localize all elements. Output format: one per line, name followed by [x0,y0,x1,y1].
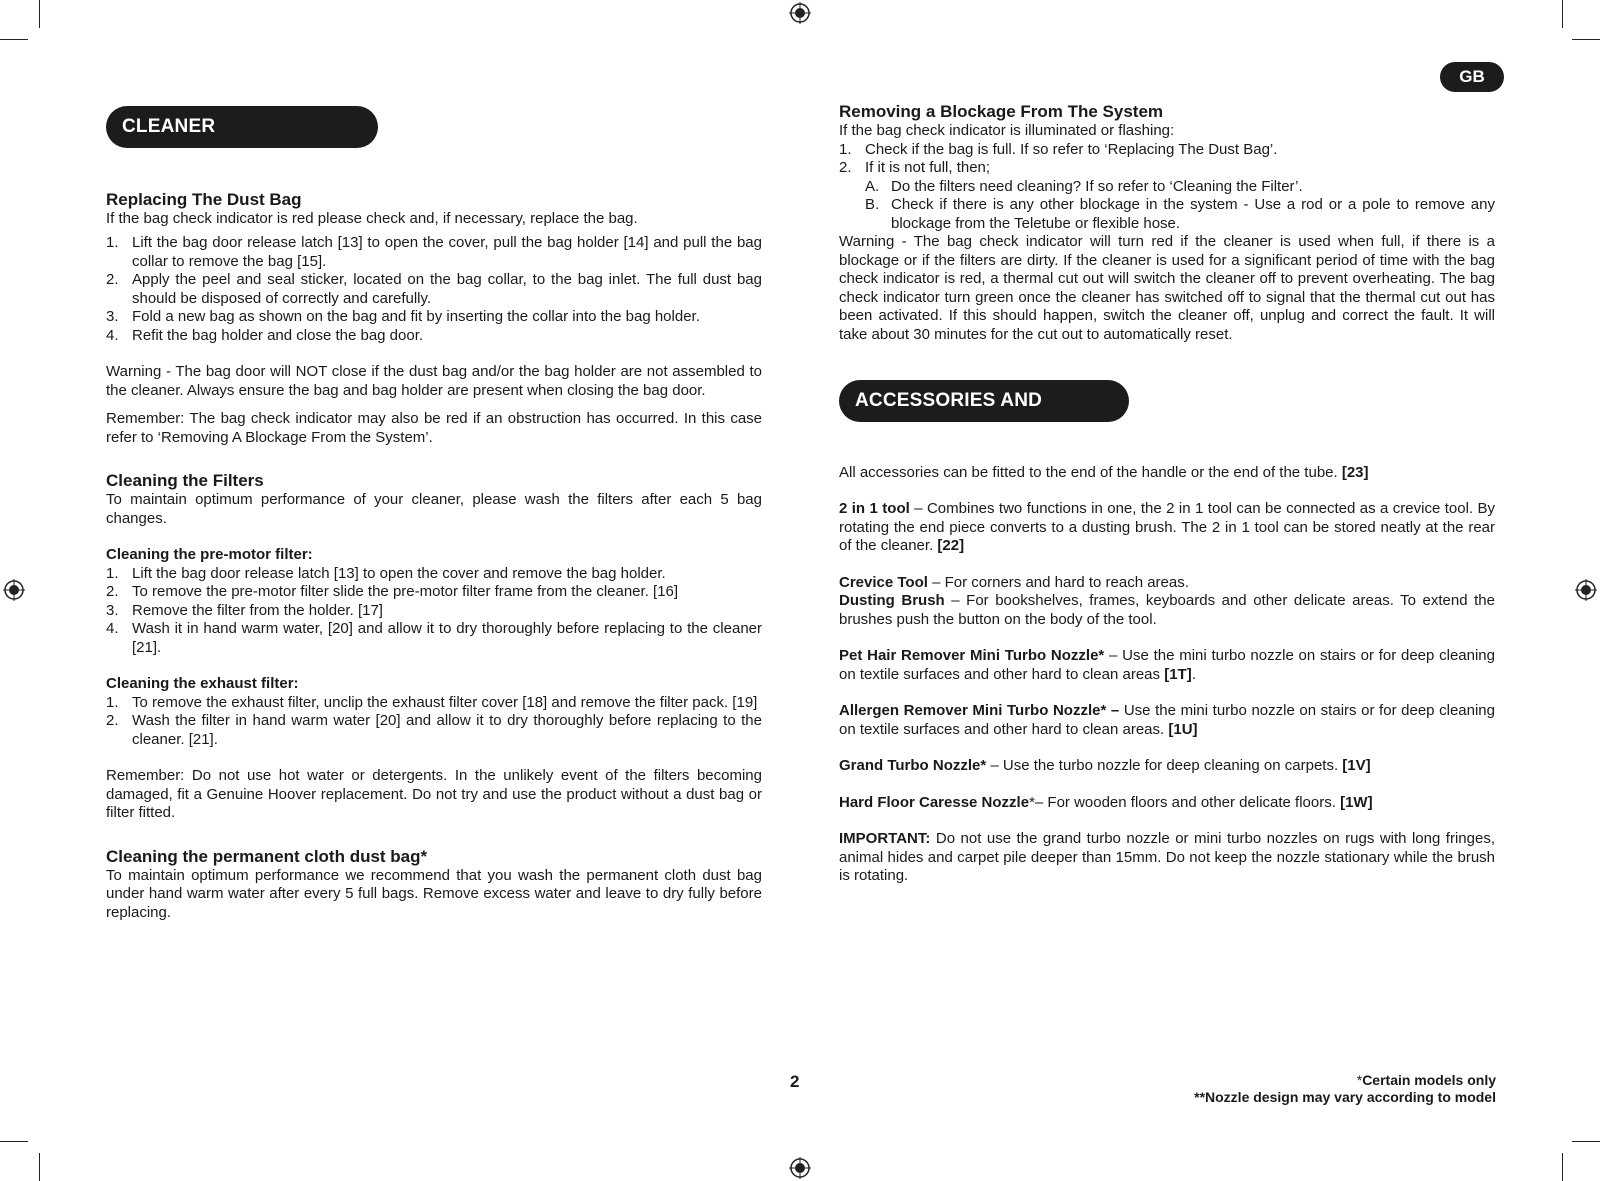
list-item: 1. Check if the bag is full. If so refer to ‘Replacing The Dust Bag’. [839,140,1278,158]
filters-intro: To maintain optimum performance of your cleaner, please wash the filters after each 5 bag changes. [106,491,762,527]
exhaust-steps [106,694,762,750]
blockage-steps [839,141,1495,178]
crop-mark [1572,1141,1600,1142]
accessory-crevice-tool: Crevice Tool – For corners and hard to reach areas. [839,573,1189,591]
accessory-dusting-brush: Dusting Brush – For bookshelves, frames, keyboards and other delicate areas. To extend the brushes push the button on the body of the tool. [839,592,1495,628]
page-number: 2 [790,1072,800,1091]
registration-mark-icon [3,579,25,601]
dust-bag-remember: Remember: The bag check indicator may also be red if an obstruction has occurred. In this case refer to ‘Removing A Blockage From the System’. [106,410,762,446]
accessory-pet-hair-nozzle: Pet Hair Remover Mini Turbo Nozzle* – Use the mini turbo nozzle on stairs or for deep cleaning on textile surfaces and other hard to clean areas [1T]. [839,647,1495,683]
blockage-warning: Warning - The bag check indicator will turn red if the cleaner is used when full, if there is a blockage or if the filters are dirty. If the cleaner is used for a significant period of time with the bag check indicator is red, a thermal cut out will switch the cleaner off to prevent overheating. The bag check indicator turn green once the cleaner has switched off to signal that the thermal cut out has been activated. If this should happen, switch the cleaner off, unplug and correct the fault. It will take about 30 minutes for the cut out to automatically reset. [839,233,1495,343]
right-column [839,102,1495,886]
accessory-2in1-tool: 2 in 1 tool – Combines two functions in one, the 2 in 1 tool can be connected as a crevice tool. By rotating the end piece converts to a dusting brush. The 2 in 1 tool can be stored neatly at the rear of the cleaner. [22] [839,500,1495,554]
list-item: A. Do the filters need cleaning? If so refer to ‘Cleaning the Filter’. [865,177,1303,195]
list-item: 3. Fold a new bag as shown on the bag and fit by inserting the collar into the bag holder. [106,308,700,325]
dust-bag-steps [106,234,762,345]
premotor-steps [106,565,762,658]
heading-removing-blockage: Removing a Blockage From The System [839,102,1164,121]
section-title-cleaner-maintenance: CLEANER MAINTENANCE [106,106,378,148]
list-item: 2. To remove the pre-motor filter slide the pre-motor filter frame from the cleaner. [16] [106,583,679,600]
list-item: 1. Lift the bag door release latch [13] to open the cover, pull the bag holder [14] and pull the bag collar to remove the bag [15]. [106,234,762,270]
left-column [106,106,762,922]
list-item: 2. If it is not full, then; [839,159,991,176]
footnote-nozzle-design: **Nozzle design may vary according to model [1194,1089,1496,1105]
accessory-hard-floor-nozzle: Hard Floor Caresse Nozzle*– For wooden floors and other delicate floors. [1W] [839,793,1373,811]
crop-mark [0,39,28,40]
dust-bag-warning: Warning - The bag door will NOT close if the dust bag and/or the bag holder are not assembled to the cleaner. Always ensure the bag and bag holder are present when closing the bag door. [106,363,762,399]
filters-remember: Remember: Do not use hot water or detergents. In the unlikely event of the filters becoming damaged, fit a Genuine Hoover replacement. Do not try and use the product without a dust bag or filter fitted. [106,767,762,821]
blockage-substeps [839,178,1495,234]
heading-replacing-dust-bag: Replacing The Dust Bag [106,189,302,209]
footnotes [1194,1072,1496,1106]
language-badge: GB [1440,62,1504,92]
heading-exhaust-filter: Cleaning the exhaust filter: [106,675,299,692]
registration-mark-icon [1575,579,1597,601]
section-title-accessories: ACCESSORIES AND NOZZLES [839,380,1129,422]
list-item: 1. To remove the exhaust filter, unclip the exhaust filter cover [18] and remove the filter pack. [19] [106,693,758,711]
list-item: 2. Apply the peel and seal sticker, located on the bag collar, to the bag inlet. The full dust bag should be disposed of correctly and carefully. [106,271,762,307]
crop-mark [39,1153,40,1181]
list-item: 3. Remove the filter from the holder. [17] [106,601,383,619]
list-item: B. Check if there is any other blockage in the system - Use a rod or a pole to remove any blockage from the Teletube or flexible hose. [865,196,1495,232]
heading-premotor-filter: Cleaning the pre-motor filter: [106,546,313,563]
registration-mark-icon [789,1157,811,1179]
accessories-intro: All accessories can be fitted to the end of the handle or the end of the tube. [23] [839,463,1369,481]
heading-cloth-dust-bag: Cleaning the permanent cloth dust bag* [106,846,428,866]
crop-mark [1572,39,1600,40]
crop-mark [0,1141,28,1142]
footnote-certain-models: *Certain models only [1356,1072,1496,1088]
crop-mark [39,0,40,28]
list-item: 2. Wash the filter in hand warm water [20] and allow it to dry thoroughly before replacing to the cleaner. [21]. [106,712,762,748]
registration-mark-icon [789,2,811,24]
accessory-allergen-nozzle: Allergen Remover Mini Turbo Nozzle* – Use the mini turbo nozzle on stairs or for deep cleaning on textile surfaces and other hard to clean areas. [1U] [839,702,1495,738]
list-item: 1. Lift the bag door release latch [13] to open the cover and remove the bag holder. [106,564,666,582]
heading-cleaning-filters: Cleaning the Filters [106,471,264,490]
important-note: IMPORTANT: Do not use the grand turbo nozzle or mini turbo nozzles on rugs with long fringes, animal hides and carpet pile deeper than 15mm. Do not keep the nozzle stationary while the brush is rotating. [839,830,1495,884]
list-item: 4. Refit the bag holder and close the bag door. [106,326,424,344]
dust-bag-intro: If the bag check indicator is red please check and, if necessary, replace the bag. [106,209,638,227]
crop-mark [1562,1153,1563,1181]
blockage-intro: If the bag check indicator is illuminated or flashing: [839,122,1175,139]
cloth-bag-text: To maintain optimum performance we recommend that you wash the permanent cloth dust bag under hand warm water after every 5 full bags. Remove excess water and leave to dry fully before replacing. [106,866,762,921]
list-item: 4. Wash it in hand warm water, [20] and allow it to dry thoroughly before replacing to the cleaner [21]. [106,620,762,656]
crop-mark [1562,0,1563,28]
accessory-grand-turbo-nozzle: Grand Turbo Nozzle* – Use the turbo nozzle for deep cleaning on carpets. [1V] [839,757,1371,774]
